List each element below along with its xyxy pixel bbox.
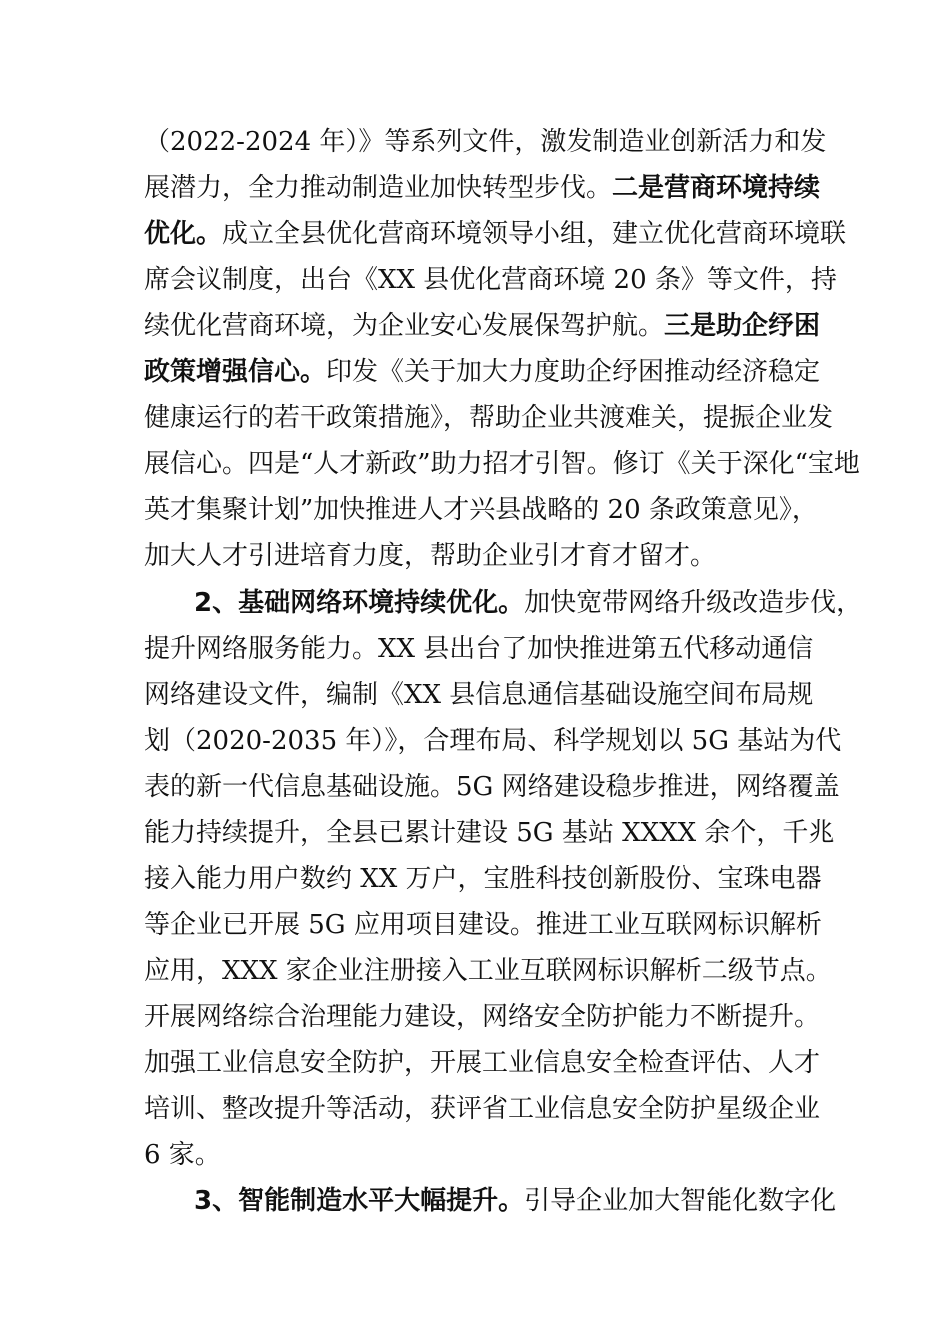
text-line: 英才集聚计划”加快推进人才兴县战略的 20 条政策意见》， xyxy=(144,495,818,525)
text-line: 优化。成立全县优化营商环境领导小组，建立优化营商环境联 xyxy=(144,219,847,249)
text-line: 提升网络服务能力。XX 县出台了加快推进第五代移动通信 xyxy=(144,634,814,664)
text-line: 政策增强信心。印发《关于加大力度助企纾困推动经济稳定 xyxy=(144,357,821,387)
text-line: 接入能力用户数约 XX 万户，宝胜科技创新股份、宝珠电器 xyxy=(144,864,822,894)
bold-heading: 2、基础网络环境持续优化。 xyxy=(194,588,525,618)
section-heading-line: 2、基础网络环境持续优化。加快宽带网络升级改造步伐， xyxy=(194,588,863,618)
text-line: 表的新一代信息基础设施。5G 网络建设稳步推进，网络覆盖 xyxy=(144,772,840,802)
text-line: 培训、整改提升等活动，获评省工业信息安全防护星级企业 xyxy=(144,1094,821,1124)
bold-heading: 二是营商环境持续 xyxy=(612,173,821,203)
bold-heading: 三是助企纾困 xyxy=(664,311,821,341)
text-line: 续优化营商环境，为企业安心发展保驾护航。三是助企纾困 xyxy=(144,311,821,341)
text-line: （2022-2024 年）》等系列文件，激发制造业创新活力和发 xyxy=(144,127,827,157)
text-line: 等企业已开展 5G 应用项目建设。推进工业互联网标识解析 xyxy=(144,910,822,940)
text-line: 加大人才引进培育力度，帮助企业引才育才留才。 xyxy=(144,541,717,571)
bold-heading: 政策增强信心。 xyxy=(144,357,327,387)
text-line: 展潜力，全力推动制造业加快转型步伐。二是营商环境持续 xyxy=(144,173,821,203)
text-line: 6 家。 xyxy=(144,1140,221,1170)
text-line: 网络建设文件，编制《XX 县信息通信基础设施空间布局规 xyxy=(144,680,814,710)
text-line: 应用，XXX 家企业注册接入工业互联网标识解析二级节点。 xyxy=(144,956,832,986)
text-line: 席会议制度，出台《XX 县优化营商环境 20 条》等文件，持 xyxy=(144,265,837,295)
text-line: 划（2020-2035 年）》，合理布局、科学规划以 5G 基站为代 xyxy=(144,726,842,756)
text-line: 加强工业信息安全防护，开展工业信息安全检查评估、人才 xyxy=(144,1048,821,1078)
section-heading-line: 3、智能制造水平大幅提升。引导企业加大智能化数字化 xyxy=(194,1186,837,1216)
text-line: 展信心。四是“人才新政”助力招才引智。修订《关于深化“宝地 xyxy=(144,449,860,479)
text-line: 开展网络综合治理能力建设，网络安全防护能力不断提升。 xyxy=(144,1002,821,1032)
text-line: 能力持续提升，全县已累计建设 5G 基站 XXXX 余个，千兆 xyxy=(144,818,835,848)
bold-heading: 优化。 xyxy=(144,219,223,249)
text-line: 健康运行的若干政策措施》，帮助企业共渡难关，提振企业发 xyxy=(144,403,834,433)
bold-heading: 3、智能制造水平大幅提升。 xyxy=(194,1186,525,1216)
